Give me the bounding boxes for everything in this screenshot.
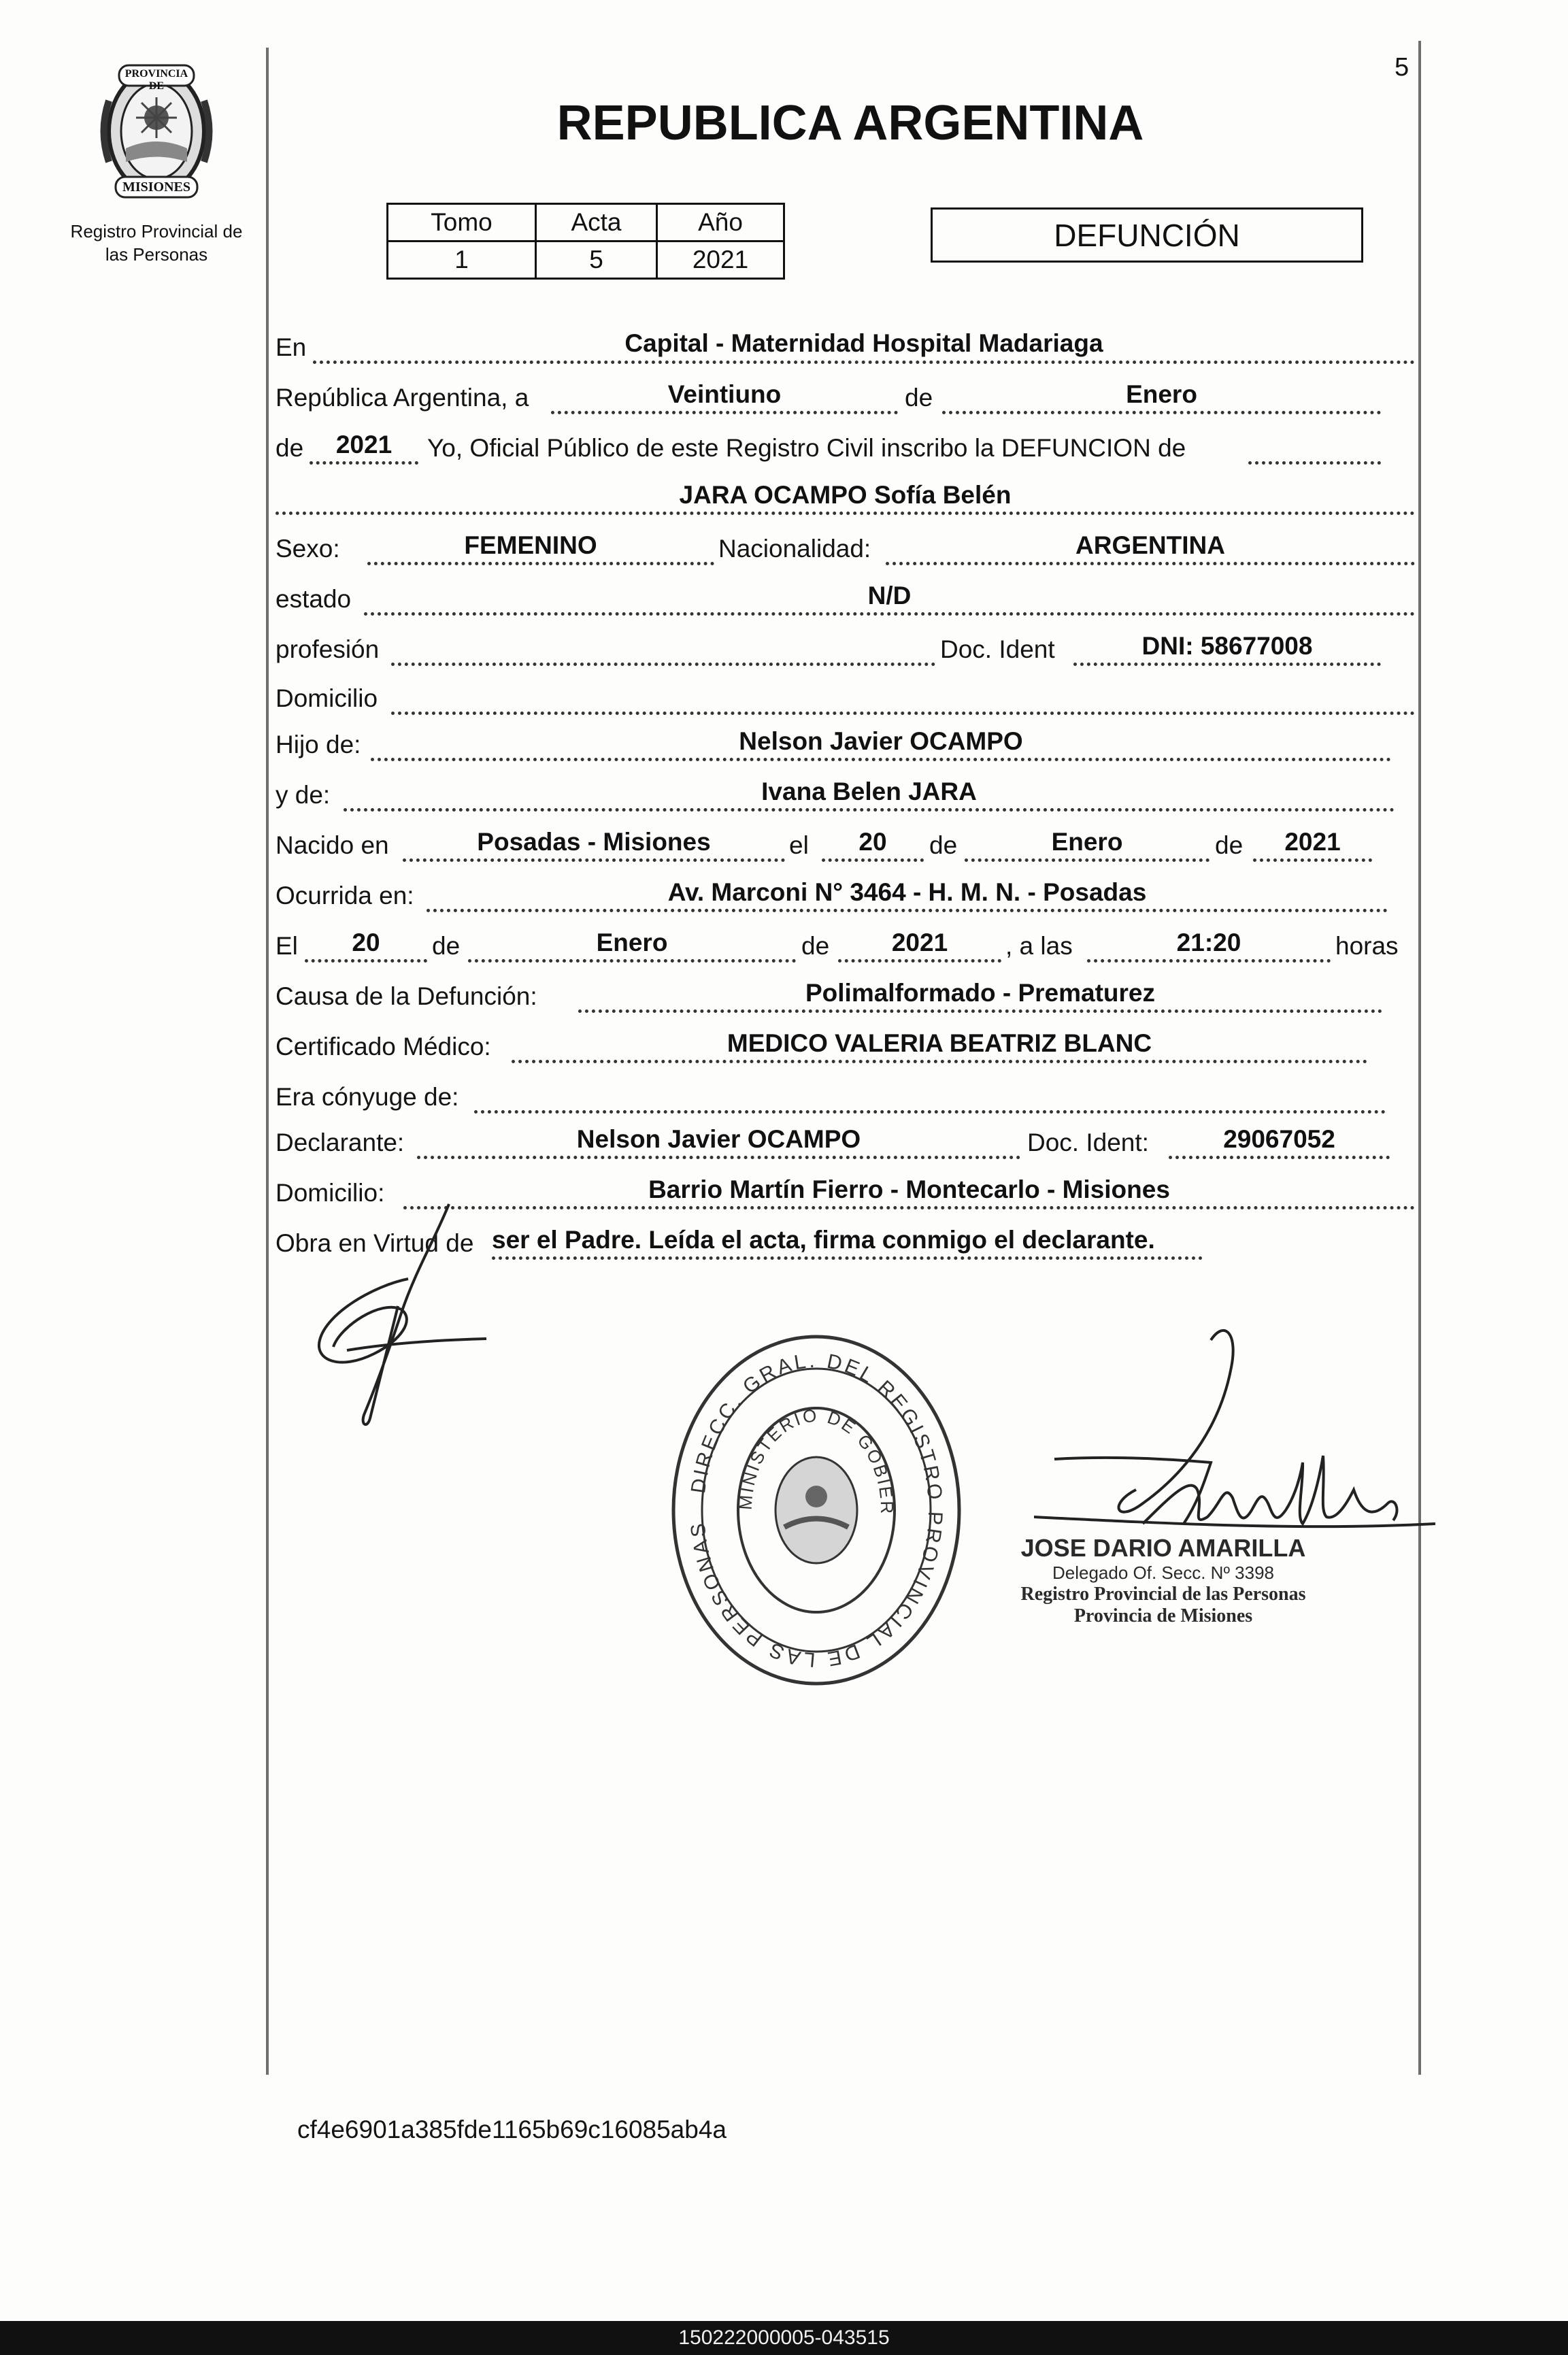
- label-de-2: de: [276, 434, 304, 462]
- record-table: [386, 203, 785, 280]
- label-profesion: profesión: [276, 635, 380, 663]
- value-document: DNI: 58677008: [1141, 632, 1313, 660]
- value-birth-day: 20: [858, 828, 887, 856]
- label-el: El: [276, 932, 298, 960]
- document-type: DEFUNCIÓN: [1054, 217, 1240, 253]
- anio-header: Año: [657, 204, 784, 241]
- value-death-time: 21:20: [1176, 929, 1241, 956]
- value-year: 2021: [335, 431, 393, 458]
- page-number: 5: [1395, 53, 1409, 82]
- label-ocurrida-en: Ocurrida en:: [276, 882, 414, 909]
- registry-label: [48, 220, 265, 267]
- label-a-las: , a las: [1005, 932, 1073, 960]
- official-seal: [663, 1326, 969, 1694]
- line-address: [391, 712, 1415, 715]
- footer-bar: [0, 2321, 1568, 2355]
- line-virtue: [492, 1256, 1203, 1260]
- line-birth-month: [965, 858, 1210, 862]
- value-death-day: 20: [352, 929, 380, 956]
- value-birth-place: Posadas - Misiones: [477, 828, 711, 856]
- officer-title: Delegado Of. Secc. Nº 3398: [1052, 1563, 1274, 1583]
- label-de-3: de: [929, 831, 958, 859]
- value-sex: FEMENINO: [464, 531, 597, 559]
- value-death-month: Enero: [596, 929, 668, 956]
- officer-stamp: [973, 1534, 1354, 1627]
- line-mother: [344, 808, 1395, 812]
- label-horas: horas: [1335, 932, 1399, 960]
- label-domicilio-2: Domicilio:: [276, 1179, 385, 1207]
- acta-header: Acta: [536, 204, 657, 241]
- line-cause: [578, 1009, 1382, 1013]
- label-estado: estado: [276, 585, 352, 613]
- value-cause: Polimalformado - Prematurez: [805, 979, 1155, 1007]
- line-birth-year: [1253, 858, 1372, 862]
- line-place: [313, 361, 1415, 364]
- value-declarant: Nelson Javier OCAMPO: [576, 1125, 861, 1153]
- value-death-place: Av. Marconi N° 3464 - H. M. N. - Posadas: [667, 878, 1147, 906]
- label-sexo: Sexo:: [276, 535, 340, 563]
- value-nationality: ARGENTINA: [1075, 531, 1225, 559]
- line-deceased-name: [276, 512, 1415, 515]
- registry-label-line1: Registro Provincial de: [70, 221, 243, 241]
- line-de-trailing: [1248, 461, 1381, 465]
- officer-province: Provincia de Misiones: [1073, 1605, 1253, 1626]
- line-physician: [512, 1060, 1367, 1063]
- declarant-signature: [299, 1197, 510, 1469]
- label-de-1: de: [905, 384, 933, 412]
- value-father: Nelson Javier OCAMPO: [739, 727, 1023, 755]
- seal-outer-text: DIRECC. GRAL. DEL REGISTRO PROVINCIAL DE LAS PERSONAS: [686, 1349, 947, 1671]
- officer-name: JOSE DARIO AMARILLA: [1020, 1534, 1306, 1562]
- label-nacido-en: Nacido en: [276, 831, 389, 859]
- line-declarant-doc: [1169, 1156, 1390, 1159]
- value-declarant-doc: 29067052: [1223, 1125, 1335, 1153]
- province-logo: [88, 60, 224, 203]
- document-hash: cf4e6901a385fde1165b69c16085ab4a: [297, 2116, 727, 2143]
- line-father: [371, 758, 1391, 761]
- label-yo-oficial: Yo, Oficial Público de este Registro Civil inscribo la DEFUNCION de: [427, 434, 1186, 462]
- label-obra-en-virtud: Obra en Virtud de: [276, 1229, 474, 1257]
- line-declarant: [417, 1156, 1020, 1159]
- label-en: En: [276, 333, 307, 361]
- value-birth-month: Enero: [1051, 828, 1123, 856]
- label-era-conyuge: Era cónyuge de:: [276, 1083, 459, 1111]
- label-nacionalidad: Nacionalidad:: [718, 535, 871, 563]
- logo-bottom-text: MISIONES: [122, 180, 191, 195]
- line-death-year: [838, 959, 1001, 963]
- tomo-value: 1: [388, 241, 536, 279]
- value-mother: Ivana Belen JARA: [761, 778, 977, 805]
- line-month: [942, 411, 1381, 414]
- label-domicilio: Domicilio: [276, 684, 378, 712]
- value-month: Enero: [1126, 380, 1197, 408]
- label-republica: República Argentina, a: [276, 384, 529, 412]
- value-civil-status: N/D: [867, 582, 912, 609]
- value-place: Capital - Maternidad Hospital Madariaga: [624, 329, 1103, 357]
- line-sex: [367, 562, 714, 565]
- line-spouse: [474, 1110, 1386, 1114]
- label-y-de: y de:: [276, 781, 331, 809]
- country-title: REPUBLICA ARGENTINA: [556, 96, 1144, 150]
- line-day-words: [551, 411, 898, 414]
- registry-label-line2: las Personas: [105, 244, 208, 265]
- label-doc-ident-2: Doc. Ident:: [1027, 1129, 1149, 1156]
- line-year: [310, 461, 418, 465]
- label-el-lower: el: [789, 831, 809, 859]
- seal-inner-text: MINISTERIO DE GOBIER: [735, 1405, 898, 1516]
- label-certificado: Certificado Médico:: [276, 1033, 491, 1060]
- tomo-header: Tomo: [388, 204, 536, 241]
- value-birth-year: 2021: [1284, 828, 1341, 856]
- line-death-month: [468, 959, 796, 963]
- label-declarante: Declarante:: [276, 1129, 405, 1156]
- line-birth-place: [403, 858, 785, 862]
- line-death-time: [1087, 959, 1331, 963]
- anio-value: 2021: [657, 241, 784, 279]
- value-virtue: ser el Padre. Leída el acta, firma conmigo el declarante.: [492, 1226, 1155, 1254]
- value-declarant-address: Barrio Martín Fierro - Montecarlo - Misiones: [648, 1175, 1170, 1203]
- label-de-6: de: [801, 932, 830, 960]
- value-deceased-name: JARA OCAMPO Sofía Belén: [679, 481, 1012, 509]
- line-civil-status: [364, 612, 1415, 616]
- acta-value: 5: [536, 241, 657, 279]
- value-death-year: 2021: [891, 929, 948, 956]
- value-day-words: Veintiuno: [667, 380, 782, 408]
- line-nationality: [886, 562, 1415, 565]
- officer-registry: Registro Provincial de las Personas: [1020, 1584, 1306, 1605]
- label-causa: Causa de la Defunción:: [276, 982, 537, 1010]
- label-de-5: de: [432, 932, 461, 960]
- logo-top-text: PROVINCIA DE: [124, 68, 188, 92]
- line-declarant-address: [403, 1206, 1415, 1209]
- document-type-box: [931, 207, 1363, 263]
- left-margin-line: [266, 48, 269, 2075]
- line-birth-day: [822, 858, 924, 862]
- line-document: [1073, 663, 1381, 666]
- line-death-day: [305, 959, 427, 963]
- footer-code: 150222000005-043515: [678, 2326, 890, 2349]
- label-hijo-de: Hijo de:: [276, 731, 361, 758]
- label-doc-ident: Doc. Ident: [940, 635, 1055, 663]
- line-death-place: [427, 909, 1388, 912]
- label-de-4: de: [1215, 831, 1244, 859]
- right-margin-line: [1418, 41, 1421, 2075]
- value-physician: MEDICO VALERIA BEATRIZ BLANC: [727, 1029, 1152, 1057]
- line-profession: [391, 663, 935, 666]
